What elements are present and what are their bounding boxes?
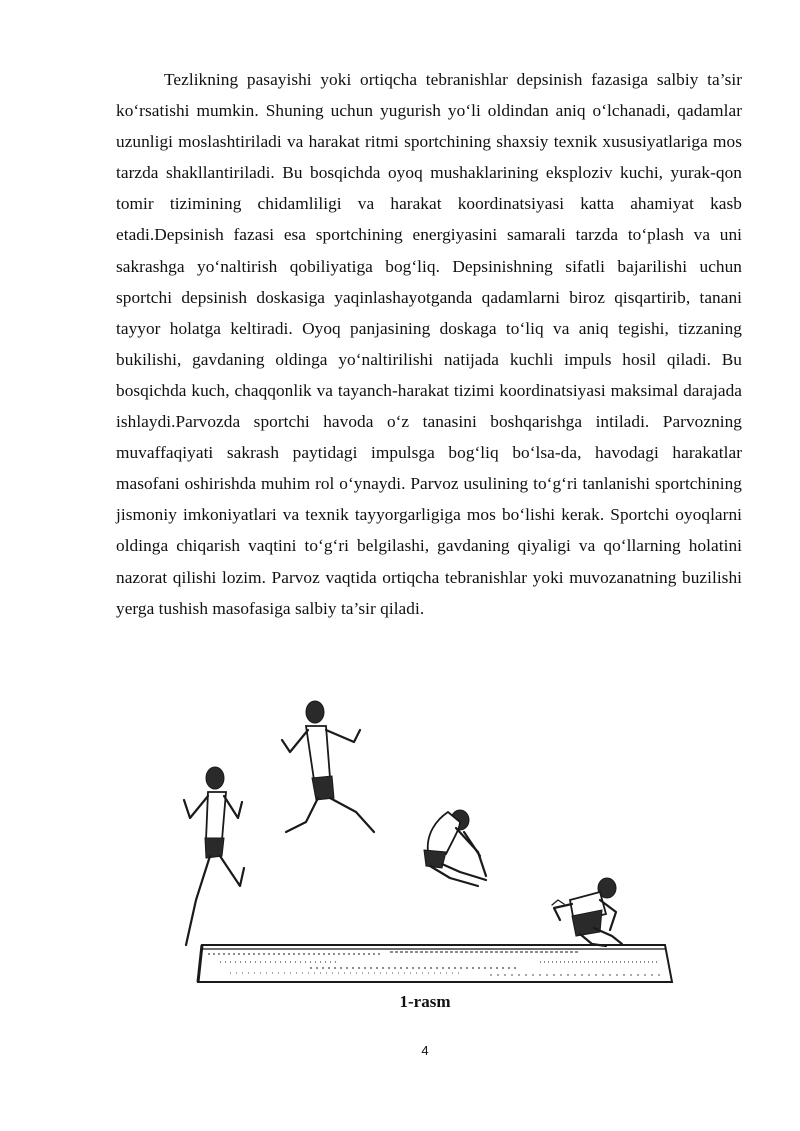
athlete-landing (552, 878, 622, 946)
figure-caption: 1-rasm (399, 992, 451, 1011)
long-jump-illustration (160, 700, 680, 990)
body-paragraph: Tezlikning pasayishi yoki ortiqcha tebranishlar depsinish fazasiga salbiy ta’sir ko‘rsatishi mumkin. Shuning uchun yugurish yo‘li oldindan aniq o‘lchanadi, qadamlar uzunligi moslashtiriladi va harakat ritmi sportchining shaxsiy texnik xususiyatlariga mos tarzda shakllantiriladi. Bu bosqichda oyoq mushaklarining eksploziv kuchi, yurak-qon tomir tizimining chidamliligi va harakat koordinatsiyasi katta ahamiyat kasb etadi.Depsinish fazasi esa sportchining energiyasini samarali tarzda to‘plash va uni sakrashga yo‘naltirish qobiliyatiga bog‘liq. Depsinishning sifatli bajarilishi uchun sportchi depsinish doskasiga yaqinlashayotganda qadamlarni biroz qisqartirib, tanani tayyor holatga keltiradi. Oyoq panjasining doskaga to‘liq va aniq tegishi, tizzaning bukilishi, gavdaning oldinga yo‘naltirilishi natijada kuchli impuls hosil qiladi. Bu bosqichda kuch, chaqqonlik va tayanch-harakat tizimi koordinatsiyasi maksimal darajada ishlaydi.Parvozda sportchi havoda o‘z tanasini boshqarishga intiladi. Parvozning muvaffaqiyati sakrash paytidagi impulsga bog‘liq bo‘lsa-da, havodagi harakatlar masofani oshirishda muhim rol o‘ynaydi. Parvoz usulining to‘g‘ri tanlanishi sportchining jismoniy imkoniyatlari va texnik tayyorgarligiga mos bo‘lishi kerak. Sportchi oyoqlarni oldinga chiqarish vaqtini to‘g‘ri belgilashi, gavdaning qiyaligi va qo‘llarning holatini nazorat qilishi lozim. Parvoz vaqtida ortiqcha tebranishlar yoki muvozanatning buzilishi yerga tushish masofasiga salbiy ta’sir qiladi. (116, 70, 742, 618)
athlete-takeoff (184, 767, 244, 945)
athlete-flight-tuck (424, 810, 486, 886)
athlete-flight-stride (282, 701, 374, 832)
sand-pit (198, 945, 672, 982)
page-number: 4 (421, 1043, 429, 1058)
